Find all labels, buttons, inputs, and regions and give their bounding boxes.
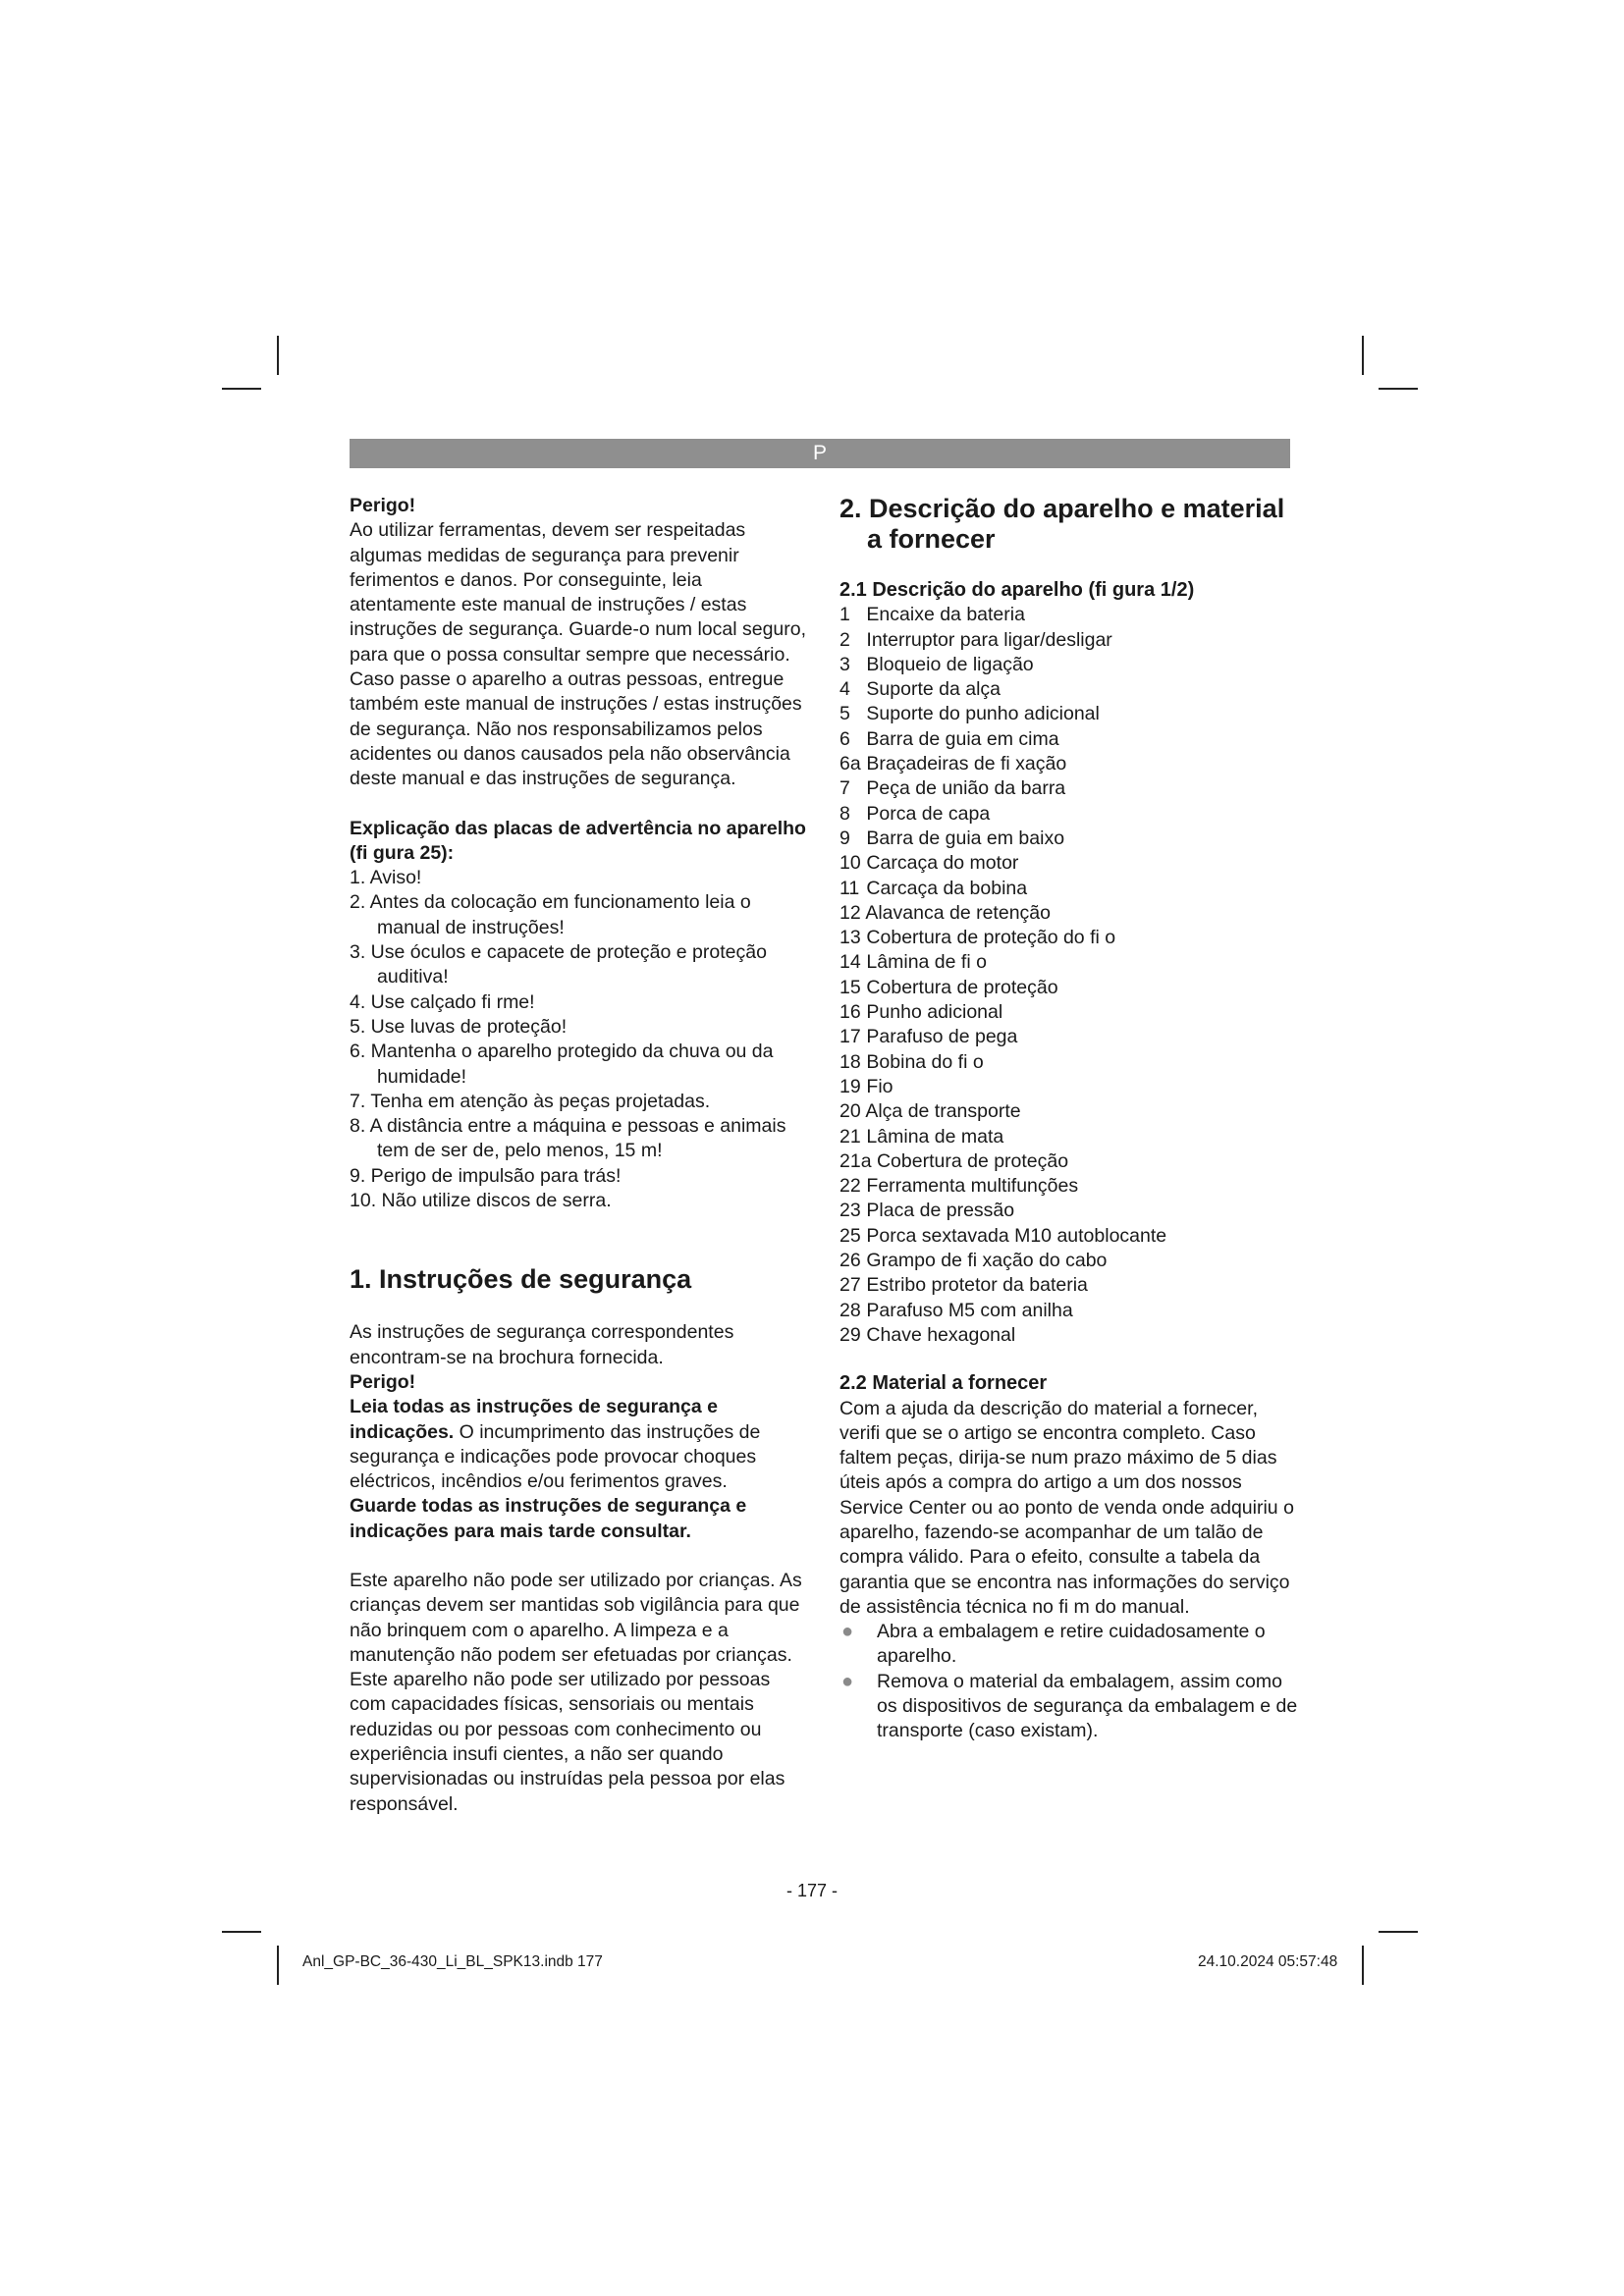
list-item: 5. Use luvas de proteção! <box>350 1015 568 1038</box>
crop-mark <box>1362 1946 1364 1985</box>
list-item: 6a Braçadeiras de fi xação <box>839 753 1067 775</box>
list-item: 16 Punho adicional <box>839 1001 1003 1024</box>
section1-paragraph <box>350 1395 807 1494</box>
list-item: ● Remova o material da embalagem, assim como os dispositivos de segurança da embalagem e de transporte (caso existam). <box>841 1670 1298 1742</box>
list-item: 4. Use calçado fi rme! <box>350 990 535 1013</box>
list-item: 17 Parafuso de pega <box>839 1026 1018 1048</box>
list-item: 10. Não utilize discos de serra. <box>350 1190 612 1212</box>
danger-title: Perigo! <box>350 495 416 516</box>
list-item: 20 Alça de transporte <box>839 1100 1021 1123</box>
list-item: 10 Carcaça do motor <box>839 852 1019 875</box>
crop-mark <box>222 388 261 390</box>
bullet-list <box>839 1620 1301 1743</box>
list-item: 9. Perigo de impulsão para trás! <box>350 1164 622 1187</box>
list-item: 8. A distância entre a máquina e pessoas e animais tem de ser de, pelo menos, 15 m! <box>350 1115 786 1162</box>
footer-file-name: Anl_GP-BC_36-430_Li_BL_SPK13.indb 177 <box>302 1953 603 1970</box>
bullet-dot-icon: ● <box>841 1621 854 1643</box>
section2-title-continued: a fornecer <box>867 524 996 554</box>
section1-children-text: Este aparelho não pode ser utilizado por crianças. As crianças devem ser mantidas sob vigilância para que não brinquem com o aparelho. A limpeza e a manutenção não podem ser efetuadas por crianças. Este aparelho não pode ser utilizado por pessoas com capacidades físicas, sensoriais ou mentais reduzidas ou por pessoas com conhecimento ou experiência insufi cientes, a não ser quando supervisionadas ou instruídas pela pessoa por elas responsável. <box>350 1569 802 1815</box>
crop-mark <box>1379 1931 1418 1933</box>
sub21-title: 2.1 Descrição do aparelho (fi gura 1/2) <box>839 579 1195 601</box>
footer-timestamp: 24.10.2024 05:57:48 <box>1198 1953 1338 1970</box>
parts-list <box>839 603 1301 1348</box>
list-item: 12 Alavanca de retenção <box>839 901 1051 924</box>
list-item: 4 Suporte da alça <box>839 678 1001 701</box>
sub22-title: 2.2 Material a fornecer <box>839 1372 1048 1395</box>
page-number: - 177 - <box>785 1881 839 1900</box>
crop-mark <box>277 336 279 375</box>
crop-mark <box>1362 336 1364 375</box>
list-item: 1. Aviso! <box>350 867 422 889</box>
list-item: 21 Lâmina de mata <box>839 1125 1004 1148</box>
crop-mark <box>277 1946 279 1985</box>
list-item: 25 Porca sextavada M10 autoblocante <box>839 1224 1167 1247</box>
right-column <box>839 494 1301 1744</box>
list-item: 6. Mantenha o aparelho protegido da chuva ou da humidade! <box>350 1041 774 1088</box>
section1-bold-lead: Leia todas as instruções de segurança e indicações. <box>350 1396 718 1443</box>
list-item: 6 Barra de guia em cima <box>839 727 1059 750</box>
list-item: 3 Bloqueio de ligação <box>839 653 1034 675</box>
list-item: 18 Bobina do fi o <box>839 1050 984 1073</box>
bullet-dot-icon: ● <box>841 1670 854 1692</box>
list-item: 2. Antes da colocação em funcionamento leia o manual de instruções! <box>350 891 751 938</box>
left-column <box>350 494 807 1817</box>
list-item: 28 Parafuso M5 com anilha <box>839 1299 1073 1321</box>
list-item: 27 Estribo protetor da bateria <box>839 1274 1088 1297</box>
list-item: 3. Use óculos e capacete de proteção e proteção auditiva! <box>350 941 767 988</box>
section1-title: 1. Instruções de segurança <box>350 1264 692 1295</box>
list-item: 14 Lâmina de fi o <box>839 951 987 974</box>
section1-text: O incumprimento das instruções de segurança e indicações pode provocar choques eléctricos, incêndios e/ou ferimentos graves. <box>350 1420 761 1493</box>
warning-signs-title: Explicação das placas de advertência no aparelho (fi gura 25): <box>350 817 806 864</box>
section-header-bar: P <box>350 439 1290 468</box>
list-item: 8 Porca de capa <box>839 802 991 825</box>
list-item: 23 Placa de pressão <box>839 1200 1015 1222</box>
list-item: 7 Peça de união da barra <box>839 777 1066 800</box>
section1-danger: Perigo! <box>350 1370 416 1393</box>
list-item: 21a Cobertura de proteção <box>839 1149 1069 1172</box>
list-item: 26 Grampo de fi xação do cabo <box>839 1250 1108 1272</box>
list-item: 5 Suporte do punho adicional <box>839 703 1100 725</box>
crop-mark <box>1379 388 1418 390</box>
crop-mark <box>222 1931 261 1933</box>
list-item: 9 Barra de guia em baixo <box>839 827 1065 849</box>
sub22-text: Com a ajuda da descrição do material a fornecer, verifi que se o artigo se encontra completo. Caso faltem peças, dirija-se num prazo máximo de 5 dias úteis após a compra do artigo a um dos nossos Service Center ou ao ponto de venda onde adquiriu o aparelho, fazendo-se acompanhar de um talão de compra válido. Para o efeito, consulte a tabela da garantia que se encontra nas informações do serviço de assistência técnica no fi m do manual. <box>839 1397 1294 1618</box>
list-item: 2 Interruptor para ligar/desligar <box>839 628 1112 651</box>
warning-signs-list <box>350 866 807 1213</box>
section1-keep-note: Guarde todas as instruções de segurança e indicações para mais tarde consultar. <box>350 1495 747 1542</box>
list-item: ● Abra a embalagem e retire cuidadosamente o aparelho. <box>841 1621 1266 1668</box>
list-item: 19 Fio <box>839 1075 893 1097</box>
list-item: 29 Chave hexagonal <box>839 1323 1016 1346</box>
list-item: 11 Carcaça da bobina <box>839 877 1028 899</box>
danger-text: Ao utilizar ferramentas, devem ser respeitadas algumas medidas de segurança para prevenir ferimentos e danos. Por conseguinte, leia atentamente este manual de instruções / estas instruções de segurança. Guarde-o num local seguro, para que o possa consultar sempre que necessário. Caso passe o aparelho a outras pessoas, entregue também este manual de instruções / estas instruções de segurança. Não nos responsabilizamos pelos acidentes ou danos causados pela não observância deste manual e das instruções de segurança. <box>350 519 807 790</box>
list-item: 1 Encaixe da bateria <box>839 604 1025 626</box>
list-item: 7. Tenha em atenção às peças projetadas. <box>350 1090 711 1112</box>
section2-title: 2. Descrição do aparelho e material <box>839 494 1285 523</box>
list-item: 15 Cobertura de proteção <box>839 976 1058 998</box>
list-item: 13 Cobertura de proteção do fi o <box>839 927 1116 949</box>
section1-intro: As instruções de segurança correspondentes encontram-se na brochura fornecida. <box>350 1321 734 1368</box>
list-item: 22 Ferramenta multifunções <box>839 1175 1079 1198</box>
